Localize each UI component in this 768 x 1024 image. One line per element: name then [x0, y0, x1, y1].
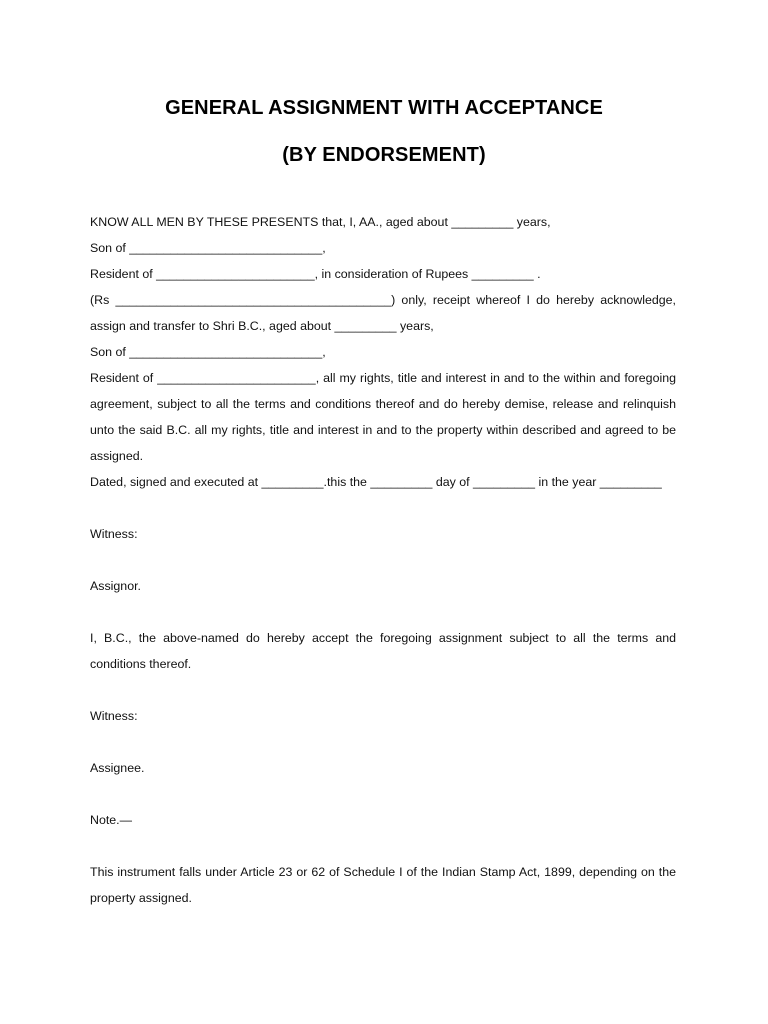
spacer — [90, 833, 676, 859]
assignee-label: Assignee. — [90, 761, 145, 775]
spacer — [90, 729, 676, 755]
document-title: GENERAL ASSIGNMENT WITH ACCEPTANCE — [165, 97, 603, 119]
witness-label-1: Witness: — [90, 527, 138, 541]
son-of-line-1: Son of ____________________________, — [90, 241, 326, 255]
note-label: Note.— — [90, 813, 133, 827]
acceptance-paragraph: I, B.C., the above-named do hereby accept the foregoing assignment subject to all the terms and conditions thereof. — [90, 631, 676, 671]
resident-paragraph-2: Resident of _______________________, all my rights, title and interest in and to the within and foregoing agreement, subject to all the terms and conditions thereof and do hereby demise, release and relinquish unto the said B.C. all my rights, title and interest in and to the property within described and agreed to be assigned. — [90, 371, 676, 463]
assignor-label: Assignor. — [90, 579, 141, 593]
son-of-line-2: Son of ____________________________, — [90, 345, 326, 359]
spacer — [90, 495, 676, 521]
instrument-paragraph: This instrument falls under Article 23 or 62 of Schedule I of the Indian Stamp Act, 1899, depending on the property assigned. — [90, 865, 676, 905]
rs-paragraph: (Rs ________________________________________) only, receipt whereof I do hereby acknowledge, assign and transfer to Shri B.C., aged about _________ years, — [90, 293, 676, 333]
witness-label-2: Witness: — [90, 709, 138, 723]
spacer — [90, 599, 676, 625]
spacer — [90, 781, 676, 807]
document-body — [90, 209, 676, 911]
resident-line-1: Resident of _______________________, in consideration of Rupees _________ . — [90, 267, 541, 281]
spacer — [90, 547, 676, 573]
spacer — [90, 677, 676, 703]
know-all-line: KNOW ALL MEN BY THESE PRESENTS that, I, AA., aged about _________ years, — [90, 215, 551, 229]
document-subtitle: (BY ENDORSEMENT) — [282, 144, 486, 166]
dated-line: Dated, signed and executed at _________.this the _________ day of _________ in the year _________ — [90, 475, 662, 489]
